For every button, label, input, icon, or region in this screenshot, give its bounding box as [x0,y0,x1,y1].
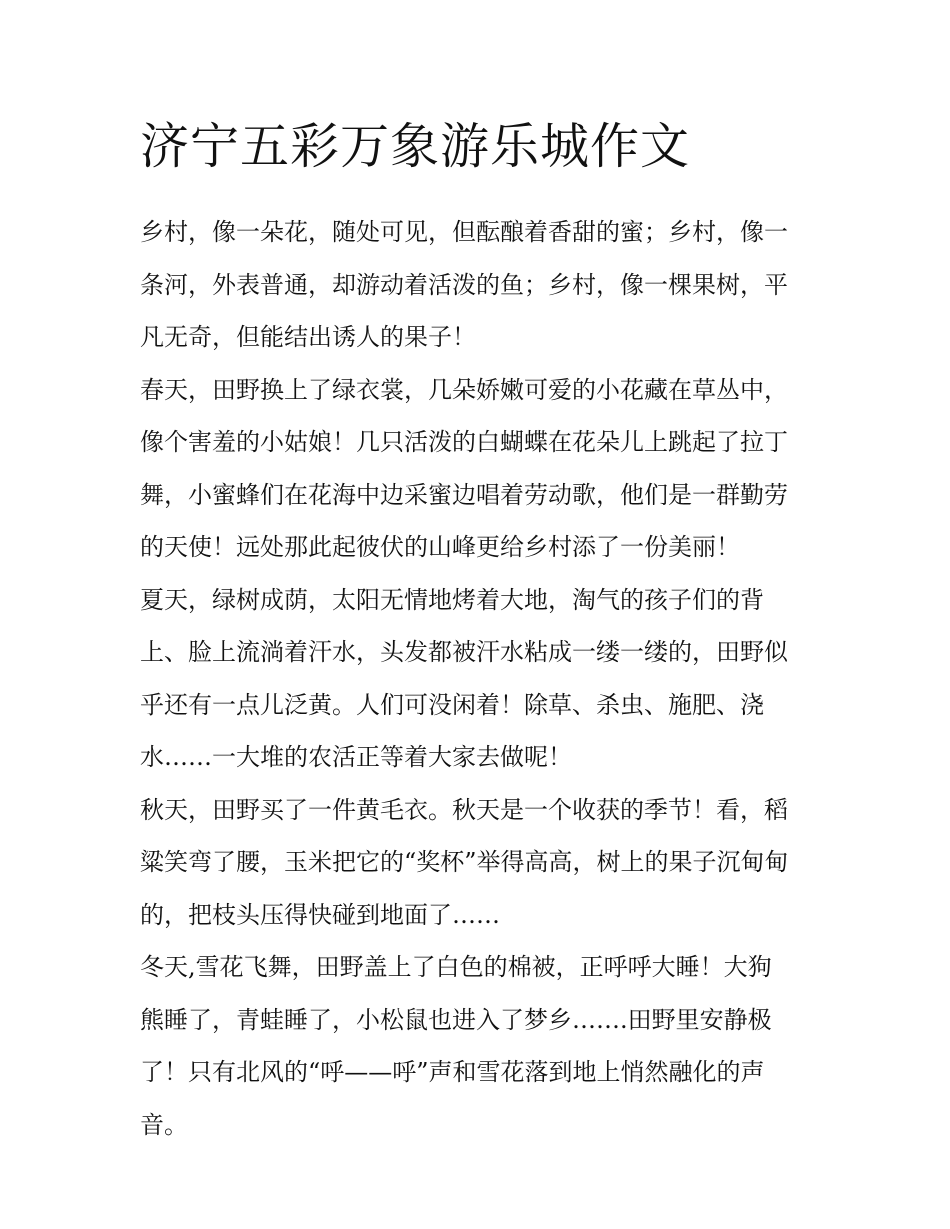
text-line: 秋天，田野买了一件黄毛衣。秋天是一个收获的季节！看，稻 [140,795,788,824]
text-line: 乡村，像一朵花，随处可见，但酝酿着香甜的蜜；乡村，像一 [140,218,788,246]
text-line: 的，把枝头压得快碰到地面了…… [140,900,500,929]
text-line: 条河，外表普通，却游动着活泼的鱼；乡村，像一棵果树，平 [140,270,788,299]
text-line: 凡无奇，但能结出诱人的果子！ [140,323,476,351]
text-line: 冬天,雪花飞舞，田野盖上了白色的棉被，正呼呼大睡！大狗 [140,953,772,981]
text-line: 粱笑弯了腰，玉米把它的“奖杯”举得高高，树上的果子沉甸甸 [140,848,789,876]
text-line: 乎还有一点儿泛黄。人们可没闲着！除草、杀虫、施肥、浇 [140,690,764,719]
text-line: 水……一大堆的农活正等着大家去做呢！ [140,743,572,771]
text-line: 春天，田野换上了绿衣裳，几朵娇嫩可爱的小花藏在草丛中， [140,375,788,404]
text-line: 像个害羞的小姑娘！几只活泼的白蝴蝶在花朵儿上跳起了拉丁 [140,428,788,456]
text-line: 了！只有北风的“呼——呼”声和雪花落到地上悄然融化的声 [140,1058,765,1086]
text-line: 舞，小蜜蜂们在花海中边采蜜边唱着劳动歌，他们是一群勤劳 [140,480,788,509]
document-title: 济宁五彩万象游乐城作文 [140,118,691,175]
text-line: 上、脸上流淌着汗水，头发都被汗水粘成一缕一缕的，田野似 [140,638,788,666]
text-line: 夏天，绿树成荫，太阳无情地烤着大地，淘气的孩子们的背 [140,585,764,614]
document-page [140,112,815,1151]
text-line: 音。 [140,1110,188,1139]
text-line: 熊睡了，青蛙睡了，小松鼠也进入了梦乡…….田野里安静极 [140,1005,772,1034]
document-body [140,206,815,1151]
text-line: 的天使！远处那此起彼伏的山峰更给乡村添了一份美丽！ [140,533,740,561]
